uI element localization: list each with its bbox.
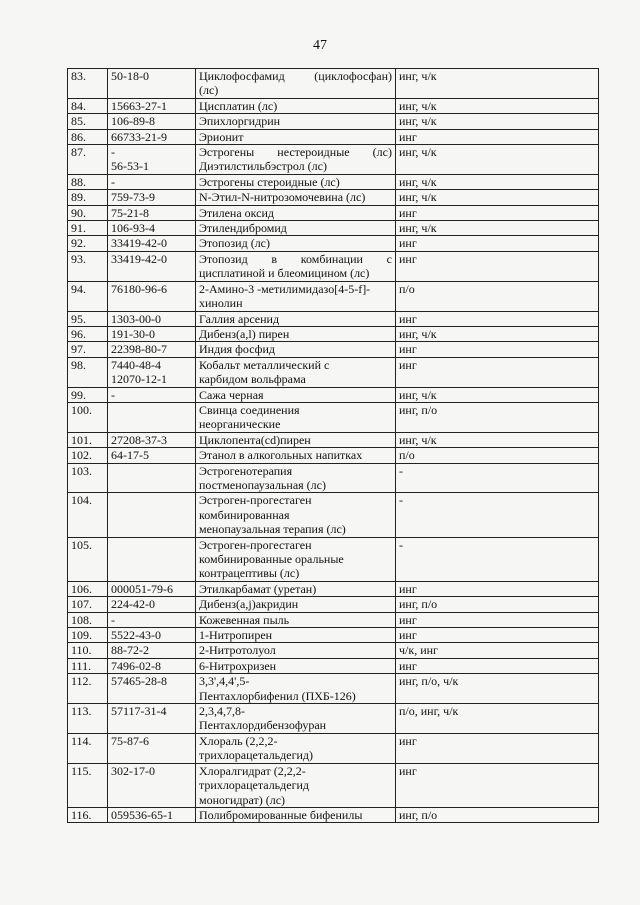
cas-number xyxy=(108,221,196,236)
cas-number xyxy=(108,704,196,734)
substance-name-line: трихлорацетальдегид) xyxy=(199,748,314,763)
cas-number xyxy=(108,658,196,673)
cas-number xyxy=(108,537,196,581)
substance-name-line: N-Этил-N-нитрозомочевина (лс) xyxy=(199,190,366,205)
row-number: 99. xyxy=(68,387,108,402)
exposure-route: инг xyxy=(396,733,599,763)
table-row xyxy=(68,643,599,658)
cas-line: 57117-31-4 xyxy=(111,704,167,719)
exposure-route: - xyxy=(396,493,599,537)
substance-name-line: Этопозид (лс) xyxy=(199,236,271,251)
substance-name-line: Циклопента(cd)пирен xyxy=(199,432,311,447)
cas-number xyxy=(108,190,196,205)
substance-name xyxy=(196,129,396,144)
cas-number xyxy=(108,597,196,612)
row-number: 94. xyxy=(68,281,108,311)
cas-number xyxy=(108,326,196,341)
table-row xyxy=(68,69,599,99)
exposure-route: инг xyxy=(396,311,599,326)
cas-line: 759-73-9 xyxy=(111,190,155,205)
substance-name xyxy=(196,69,396,99)
substance-name-line: трихлорацетальдегид xyxy=(199,778,310,793)
cas-number xyxy=(108,807,196,822)
cas-number xyxy=(108,205,196,220)
cas-number xyxy=(108,342,196,357)
substance-name-line: Этилкарбамат (уретан) xyxy=(199,581,317,596)
substance-name-line: карбидом вольфрама xyxy=(199,372,306,387)
substance-name xyxy=(196,357,396,387)
substance-name-line: менопаузальная терапия (лс) xyxy=(199,522,346,537)
cas-number xyxy=(108,129,196,144)
table-row xyxy=(68,463,599,493)
substance-name xyxy=(196,763,396,807)
substance-name-line: комбинированная xyxy=(199,507,290,522)
substance-name-line: цисплатиной и блеомицином (лс) xyxy=(199,266,370,281)
cas-line: 7496-02-8 xyxy=(111,658,161,673)
exposure-route: п/о xyxy=(396,281,599,311)
substance-name xyxy=(196,190,396,205)
exposure-route: - xyxy=(396,463,599,493)
substance-name-line: Кобальт металлический с xyxy=(199,357,330,372)
row-number: 110. xyxy=(68,643,108,658)
cas-line: 56-53-1 xyxy=(111,159,149,174)
row-number: 91. xyxy=(68,221,108,236)
cas-line: 66733-21-9 xyxy=(111,129,167,144)
table-row xyxy=(68,311,599,326)
substance-name-line: Диэтилстильбэстрол (лс) xyxy=(199,159,327,174)
cas-line xyxy=(111,493,192,507)
cas-line: 75-21-8 xyxy=(111,205,149,220)
cas-number xyxy=(108,114,196,129)
table-row xyxy=(68,357,599,387)
row-number: 98. xyxy=(68,357,108,387)
substance-name xyxy=(196,236,396,251)
cas-line: 15663-27-1 xyxy=(111,98,167,113)
substance-name-line: Этанол в алкогольных напитках xyxy=(199,448,363,463)
row-number: 88. xyxy=(68,174,108,189)
row-number: 114. xyxy=(68,733,108,763)
cas-line: 224-42-0 xyxy=(111,597,155,612)
substance-name-line: Галлия арсенид xyxy=(199,311,280,326)
cas-number xyxy=(108,493,196,537)
substance-name xyxy=(196,402,396,432)
cas-number xyxy=(108,281,196,311)
exposure-route: инг, ч/к xyxy=(396,174,599,189)
exposure-route: инг xyxy=(396,129,599,144)
carcinogen-table xyxy=(67,68,599,823)
cas-line: - xyxy=(111,387,115,402)
substance-name xyxy=(196,432,396,447)
substance-name xyxy=(196,342,396,357)
table-row xyxy=(68,432,599,447)
substance-name-line: Циклофосфамид (циклофосфан) xyxy=(199,69,392,83)
exposure-route: инг xyxy=(396,628,599,643)
cas-line xyxy=(111,403,192,417)
substance-name-line: постменопаузальная (лс) xyxy=(199,477,326,492)
exposure-route: инг, п/о xyxy=(396,807,599,822)
row-number: 103. xyxy=(68,463,108,493)
table-row xyxy=(68,674,599,704)
cas-line: 106-93-4 xyxy=(111,221,155,236)
table-row xyxy=(68,145,599,175)
exposure-route: инг, ч/к xyxy=(396,387,599,402)
table-row xyxy=(68,612,599,627)
cas-number xyxy=(108,733,196,763)
cas-number xyxy=(108,174,196,189)
cas-number xyxy=(108,251,196,281)
substance-name xyxy=(196,174,396,189)
substance-name-line: Эстроген-прогестаген xyxy=(199,493,312,508)
row-number: 83. xyxy=(68,69,108,99)
substance-name-line: Этопозид в комбинации с xyxy=(199,251,392,266)
cas-line: 33419-42-0 xyxy=(111,236,167,251)
row-number: 101. xyxy=(68,432,108,447)
substance-name-line: Кожевенная пыль xyxy=(199,612,290,627)
cas-line: 12070-12-1 xyxy=(111,372,167,387)
table-row xyxy=(68,402,599,432)
exposure-route: инг xyxy=(396,581,599,596)
cas-number xyxy=(108,612,196,627)
cas-number xyxy=(108,387,196,402)
row-number: 107. xyxy=(68,597,108,612)
exposure-route: инг, ч/к xyxy=(396,432,599,447)
exposure-route: инг, п/о, ч/к xyxy=(396,674,599,704)
exposure-route: инг xyxy=(396,357,599,387)
substance-name xyxy=(196,733,396,763)
table-body xyxy=(68,69,599,823)
exposure-route: инг xyxy=(396,612,599,627)
cas-line: 191-30-0 xyxy=(111,326,155,341)
substance-name-line: комбинированные оральные xyxy=(199,552,344,566)
table-row xyxy=(68,448,599,463)
exposure-route: инг, ч/к xyxy=(396,69,599,99)
row-number: 113. xyxy=(68,704,108,734)
cas-number xyxy=(108,145,196,175)
table-row xyxy=(68,807,599,822)
table-row xyxy=(68,205,599,220)
substance-name-line: Эстроген-прогестаген xyxy=(199,537,312,552)
cas-line: 75-87-6 xyxy=(111,733,149,748)
cas-line: 50-18-0 xyxy=(111,69,149,83)
table-row xyxy=(68,129,599,144)
substance-name-line: неорганические xyxy=(199,417,281,432)
cas-line: 64-17-5 xyxy=(111,448,149,463)
substance-name xyxy=(196,221,396,236)
exposure-route: инг xyxy=(396,205,599,220)
substance-name-line: Свинца соединения xyxy=(199,402,300,417)
substance-name-line: (лс) xyxy=(199,83,219,98)
cas-line: 22398-80-7 xyxy=(111,342,167,357)
table-row xyxy=(68,597,599,612)
exposure-route: инг xyxy=(396,342,599,357)
substance-name xyxy=(196,251,396,281)
cas-line: 76180-96-6 xyxy=(111,281,167,296)
row-number: 111. xyxy=(68,658,108,673)
page-number: 47 xyxy=(313,38,327,53)
exposure-route: п/о xyxy=(396,448,599,463)
exposure-route: п/о, инг, ч/к xyxy=(396,704,599,734)
cas-line xyxy=(111,538,192,552)
substance-name-line: Этилена оксид xyxy=(199,205,275,220)
cas-line: 27208-37-3 xyxy=(111,432,167,447)
substance-name xyxy=(196,597,396,612)
cas-line: 059536-65-1 xyxy=(111,807,173,822)
exposure-route: инг, ч/к xyxy=(396,114,599,129)
substance-name xyxy=(196,643,396,658)
substance-name xyxy=(196,281,396,311)
substance-name xyxy=(196,448,396,463)
cas-line: 57465-28-8 xyxy=(111,674,167,689)
table-row xyxy=(68,251,599,281)
row-number: 108. xyxy=(68,612,108,627)
exposure-route: инг xyxy=(396,658,599,673)
exposure-route: инг, ч/к xyxy=(396,145,599,175)
cas-number xyxy=(108,643,196,658)
cas-number xyxy=(108,432,196,447)
exposure-route: инг, ч/к xyxy=(396,221,599,236)
table-row xyxy=(68,387,599,402)
cas-number xyxy=(108,448,196,463)
cas-number xyxy=(108,69,196,99)
cas-line: 1303-00-0 xyxy=(111,311,161,326)
substance-name-line: Сажа черная xyxy=(199,387,264,402)
cas-number xyxy=(108,581,196,596)
cas-line: 302-17-0 xyxy=(111,763,155,778)
table-row xyxy=(68,190,599,205)
table-row xyxy=(68,763,599,807)
table-row xyxy=(68,581,599,596)
cas-number xyxy=(108,763,196,807)
substance-name-line: Индия фосфид xyxy=(199,342,275,357)
cas-number xyxy=(108,357,196,387)
substance-name-line: 1-Нитропирен xyxy=(199,628,273,643)
cas-number xyxy=(108,311,196,326)
substance-name-line: 2-Нитротолуол xyxy=(199,643,276,658)
substance-name xyxy=(196,98,396,113)
table-row xyxy=(68,98,599,113)
substance-name-line: Хлораль (2,2,2- xyxy=(199,733,278,748)
substance-name xyxy=(196,311,396,326)
table-row xyxy=(68,628,599,643)
substance-name-line: Дибенз(a,l) пирен xyxy=(199,326,290,341)
substance-name xyxy=(196,581,396,596)
substance-name-line: Эстрогены нестероидные (лс) xyxy=(199,145,392,160)
substance-name-line: Полибромированные бифенилы xyxy=(199,807,363,822)
substance-name-line: 6-Нитрохризен xyxy=(199,658,277,673)
table-row xyxy=(68,493,599,537)
substance-name-line: 2,3,4,7,8- xyxy=(199,704,245,719)
substance-name-line: Пентахлорбифенил (ПХБ-126) xyxy=(199,688,356,703)
table-row xyxy=(68,114,599,129)
table-row xyxy=(68,236,599,251)
row-number: 115. xyxy=(68,763,108,807)
substance-name xyxy=(196,704,396,734)
cas-number xyxy=(108,98,196,113)
table-row xyxy=(68,658,599,673)
row-number: 92. xyxy=(68,236,108,251)
substance-name xyxy=(196,493,396,537)
cas-line: 106-89-8 xyxy=(111,114,155,129)
cas-line: 7440-48-4 xyxy=(111,357,161,372)
exposure-route: инг, ч/к xyxy=(396,190,599,205)
cas-number xyxy=(108,628,196,643)
cas-number xyxy=(108,674,196,704)
row-number: 86. xyxy=(68,129,108,144)
substance-name-line: Эстрогенотерапия xyxy=(199,463,293,478)
row-number: 105. xyxy=(68,537,108,581)
exposure-route: инг xyxy=(396,251,599,281)
row-number: 84. xyxy=(68,98,108,113)
cas-line xyxy=(111,464,192,478)
row-number: 116. xyxy=(68,807,108,822)
row-number: 87. xyxy=(68,145,108,175)
row-number: 102. xyxy=(68,448,108,463)
substance-name xyxy=(196,205,396,220)
substance-name-line: моногидрат) (лс) xyxy=(199,792,286,807)
row-number: 89. xyxy=(68,190,108,205)
substance-name-line: 3,3',4,4',5- xyxy=(199,674,250,689)
row-number: 104. xyxy=(68,493,108,537)
substance-name xyxy=(196,537,396,581)
substance-name-line: Эстрогены стероидные (лс) xyxy=(199,174,340,189)
exposure-route: инг xyxy=(396,236,599,251)
exposure-route: инг, п/о xyxy=(396,597,599,612)
row-number: 106. xyxy=(68,581,108,596)
table-row xyxy=(68,704,599,734)
exposure-route: инг, п/о xyxy=(396,402,599,432)
substance-name xyxy=(196,807,396,822)
row-number: 112. xyxy=(68,674,108,704)
table-row xyxy=(68,174,599,189)
table-row xyxy=(68,342,599,357)
exposure-route: ч/к, инг xyxy=(396,643,599,658)
cas-line: - xyxy=(111,612,115,627)
substance-name xyxy=(196,463,396,493)
table-row xyxy=(68,537,599,581)
substance-name-line: Пентахлордибензофуран xyxy=(199,718,327,733)
cas-line: - xyxy=(111,174,115,189)
substance-name-line: хинолин xyxy=(199,296,243,311)
cas-line: - xyxy=(111,145,115,160)
substance-name-line: 2-Амино-3 -метилимидазо[4-5-f]- xyxy=(199,281,371,296)
row-number: 90. xyxy=(68,205,108,220)
cas-line: 33419-42-0 xyxy=(111,251,167,266)
substance-name xyxy=(196,628,396,643)
exposure-route: инг xyxy=(396,763,599,807)
substance-name-line: Эрионит xyxy=(199,129,244,144)
substance-name-line: Этилендибромид xyxy=(199,221,287,236)
substance-name-line: контрацептивы (лс) xyxy=(199,566,300,581)
row-number: 96. xyxy=(68,326,108,341)
substance-name-line: Цисплатин (лс) xyxy=(199,98,278,113)
exposure-route: инг, ч/к xyxy=(396,326,599,341)
cas-number xyxy=(108,402,196,432)
table-row xyxy=(68,221,599,236)
cas-line: 000051-79-6 xyxy=(111,581,173,596)
substance-name xyxy=(196,387,396,402)
row-number: 97. xyxy=(68,342,108,357)
substance-name xyxy=(196,658,396,673)
table-row xyxy=(68,281,599,311)
row-number: 93. xyxy=(68,251,108,281)
substance-name xyxy=(196,114,396,129)
exposure-route: - xyxy=(396,537,599,581)
substance-name xyxy=(196,145,396,175)
row-number: 95. xyxy=(68,311,108,326)
table-row xyxy=(68,733,599,763)
substance-name-line: Хлоралгидрат (2,2,2- xyxy=(199,763,306,778)
cas-number xyxy=(108,463,196,493)
row-number: 100. xyxy=(68,402,108,432)
row-number: 85. xyxy=(68,114,108,129)
substance-name-line: Эпихлоргидрин xyxy=(199,114,281,129)
exposure-route: инг, ч/к xyxy=(396,98,599,113)
cas-line: 88-72-2 xyxy=(111,643,149,658)
substance-name xyxy=(196,674,396,704)
substance-name xyxy=(196,612,396,627)
cas-number xyxy=(108,236,196,251)
cas-line: 5522-43-0 xyxy=(111,628,161,643)
row-number: 109. xyxy=(68,628,108,643)
substance-name-line: Дибенз(a,j)акридин xyxy=(199,597,299,612)
substance-name xyxy=(196,326,396,341)
table-row xyxy=(68,326,599,341)
